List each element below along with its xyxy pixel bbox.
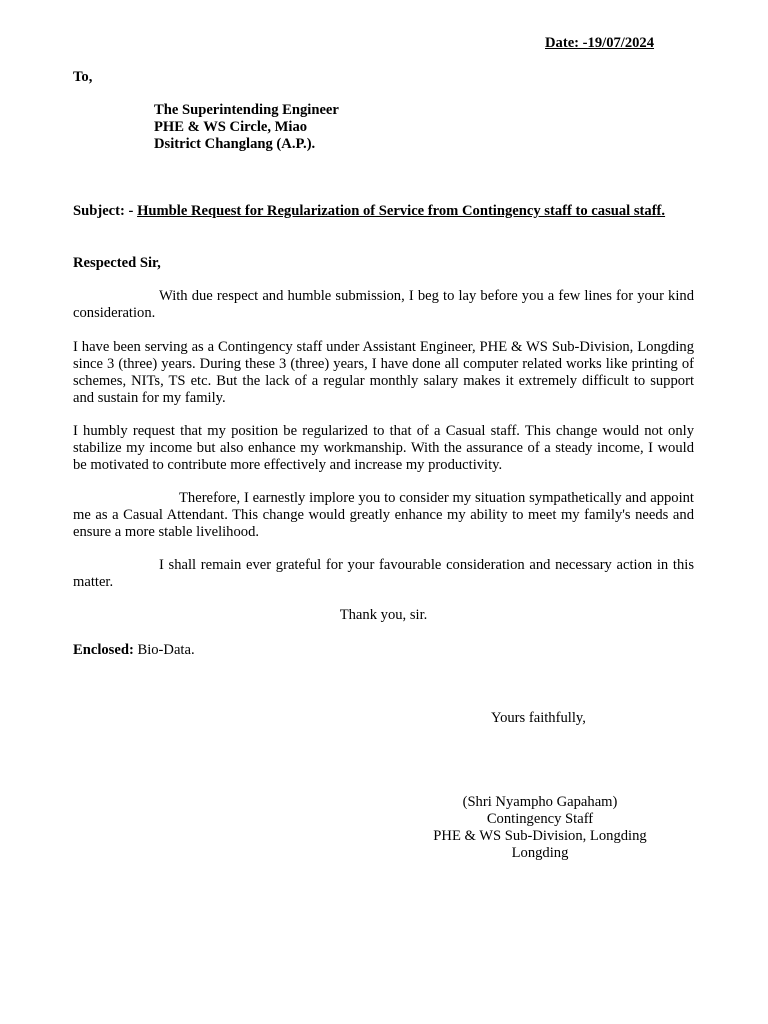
subject-text: Humble Request for Regularization of Service from Contingency staff to casual staff. <box>137 203 666 219</box>
address-line: Dsitrict Changlang (A.P.). <box>154 136 316 152</box>
to-label: To, <box>73 69 93 85</box>
address-line: The Superintending Engineer <box>154 102 339 118</box>
signature-block <box>400 794 680 862</box>
signatory-office: PHE & WS Sub-Division, Longding <box>433 828 647 844</box>
subject-line <box>73 203 694 220</box>
thanks-line: Thank you, sir. <box>339 607 428 623</box>
salutation: Respected Sir, <box>73 255 161 271</box>
signatory-name: (Shri Nyampho Gapaham) <box>462 794 618 810</box>
date-line <box>545 35 654 52</box>
closing: Yours faithfully, <box>491 710 586 726</box>
subject-label: Subject: - <box>73 203 134 219</box>
paragraph-3: I humbly request that my position be regularized to that of a Casual staff. This change would not only stabilize my income but also enhance my workmanship. With the assurance of a steady income, I would be motivated to contribute more effectively and increase my productivity. <box>73 423 694 473</box>
enclosed-value: Bio-Data. <box>137 642 195 658</box>
paragraph-5: I shall remain ever grateful for your favourable consideration and necessary action in this matter. <box>73 557 694 590</box>
paragraph-4: Therefore, I earnestly implore you to consider my situation sympathetically and appoint me as a Casual Attendant. This change would greatly enhance my ability to meet my family's needs and ensure a more stable livelihood. <box>73 490 694 540</box>
paragraph-2: I have been serving as a Contingency staff under Assistant Engineer, PHE & WS Sub-Division, Longding since 3 (three) years. During these 3 (three) years, I have done all computer related works like printing of schemes, NITs, TS etc. But the lack of a regular monthly salary makes it extremely difficult to support and sustain for my family. <box>73 339 694 406</box>
recipient-address <box>154 102 339 153</box>
signatory-designation: Contingency Staff <box>486 811 594 827</box>
date-value: 19/07/2024 <box>587 35 655 51</box>
enclosed-line <box>73 642 195 659</box>
enclosed-label: Enclosed: <box>73 642 134 658</box>
address-line: PHE & WS Circle, Miao <box>154 119 308 135</box>
signatory-place: Longding <box>511 845 569 861</box>
paragraph-1: With due respect and humble submission, I beg to lay before you a few lines for your kind consideration. <box>73 288 694 321</box>
date-label: Date: - <box>545 35 588 51</box>
